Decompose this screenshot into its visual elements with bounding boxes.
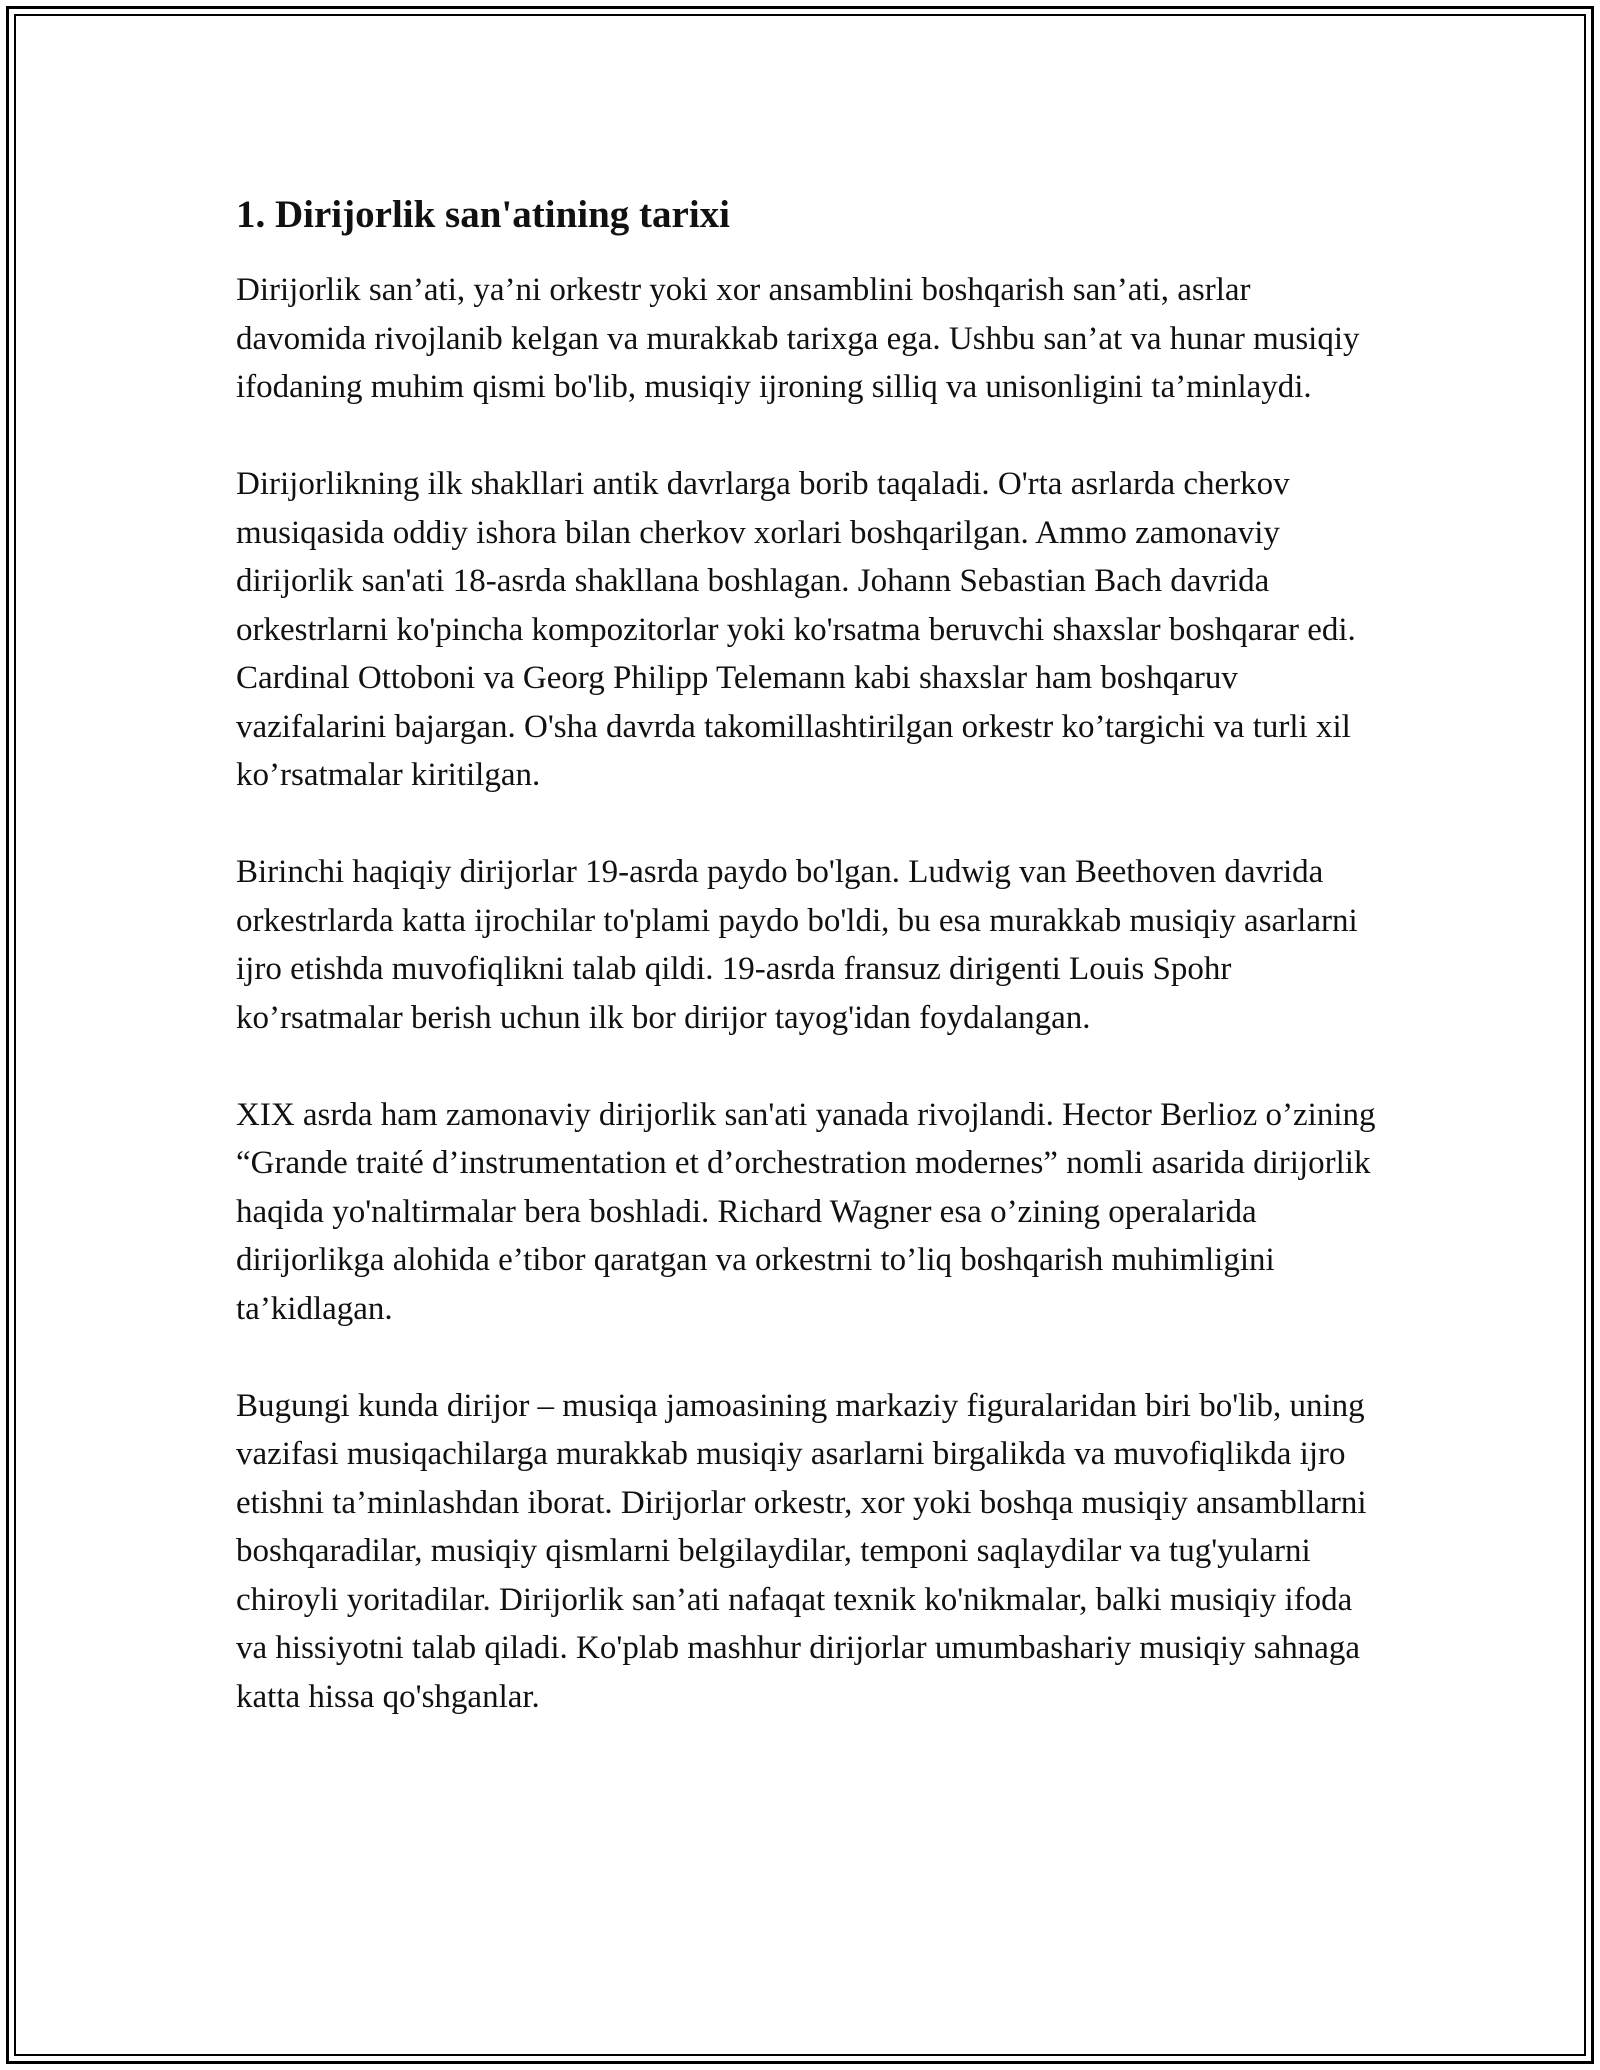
paragraph-2: Dirijorlikning ilk shakllari antik davrlarga borib taqaladi. O'rta asrlarda cherkov musiqasida oddiy ishora bilan cherkov xorlari boshqarilgan. Ammo zamonaviy dirijorlik san'ati 18-asrda shakllana boshlagan. Johann Sebastian Bach davrida orkestrlarni ko'pincha kompozitorlar yoki ko'rsatma beruvchi shaxslar boshqarar edi. Cardinal Ottoboni va Georg Philipp Telemann kabi shaxslar ham boshqaruv vazifalarini bajargan. O'sha davrda takomillashtirilgan orkestr ko’targichi va turli xil ko’rsatmalar kiritilgan.: [236, 466, 1356, 793]
paragraph-4: XIX asrda ham zamonaviy dirijorlik san'ati yanada rivojlandi. Hector Berlioz o’zining “Grande traité d’instrumentation et d’orchestration modernes” nomli asarida dirijorlik haqida yo'naltirmalar bera boshladi. Richard Wagner esa o’zining operalarida dirijorlikga alohida e’tibor qaratgan va orkestrni to’liq boshqarish muhimligini ta’kidlagan.: [236, 1096, 1376, 1327]
paragraph-3: Birinchi haqiqiy dirijorlar 19-asrda paydo bo'lgan. Ludwig van Beethoven davrida orkestrlarda katta ijrochilar to'plami paydo bo'ldi, bu esa murakkab musiqiy asarlarni ijro etishda muvofiqlikni talab qildi. 19-asrda fransuz dirigenti Louis Spohr ko’rsatmalar berish uchun ilk bor dirijor tayog'idan foydalangan.: [236, 854, 1358, 1036]
page-title: 1. Dirijorlik san'atining tarixi: [236, 193, 731, 236]
document-body: [236, 184, 1376, 1770]
paragraph-1: Dirijorlik san’ati, ya’ni orkestr yoki xor ansamblini boshqarish san’ati, asrlar davomida rivojlanib kelgan va murakkab tarixga ega. Ushbu san’at va hunar musiqiy ifodaning muhim qismi bo'lib, musiqiy ijroning silliq va unisonligini ta’minlaydi.: [236, 272, 1360, 405]
paragraph-5: Bugungi kunda dirijor – musiqa jamoasining markaziy figuralaridan biri bo'lib, uning vazifasi musiqachilarga murakkab musiqiy asarlarni birgalikda va muvofiqlikda ijro etishni ta’minlashdan iborat. Dirijorlar orkestr, xor yoki boshqa musiqiy ansambllarni boshqaradilar, musiqiy qismlarni belgilaydilar, temponi saqlaydilar va tug'yularni chiroyli yoritadilar. Dirijorlik san’ati nafaqat texnik ko'nikmalar, balki musiqiy ifoda va hissiyotni talab qiladi. Ko'plab mashhur dirijorlar umumbashariy musiqiy sahnaga katta hissa qo'shganlar.: [236, 1387, 1367, 1715]
